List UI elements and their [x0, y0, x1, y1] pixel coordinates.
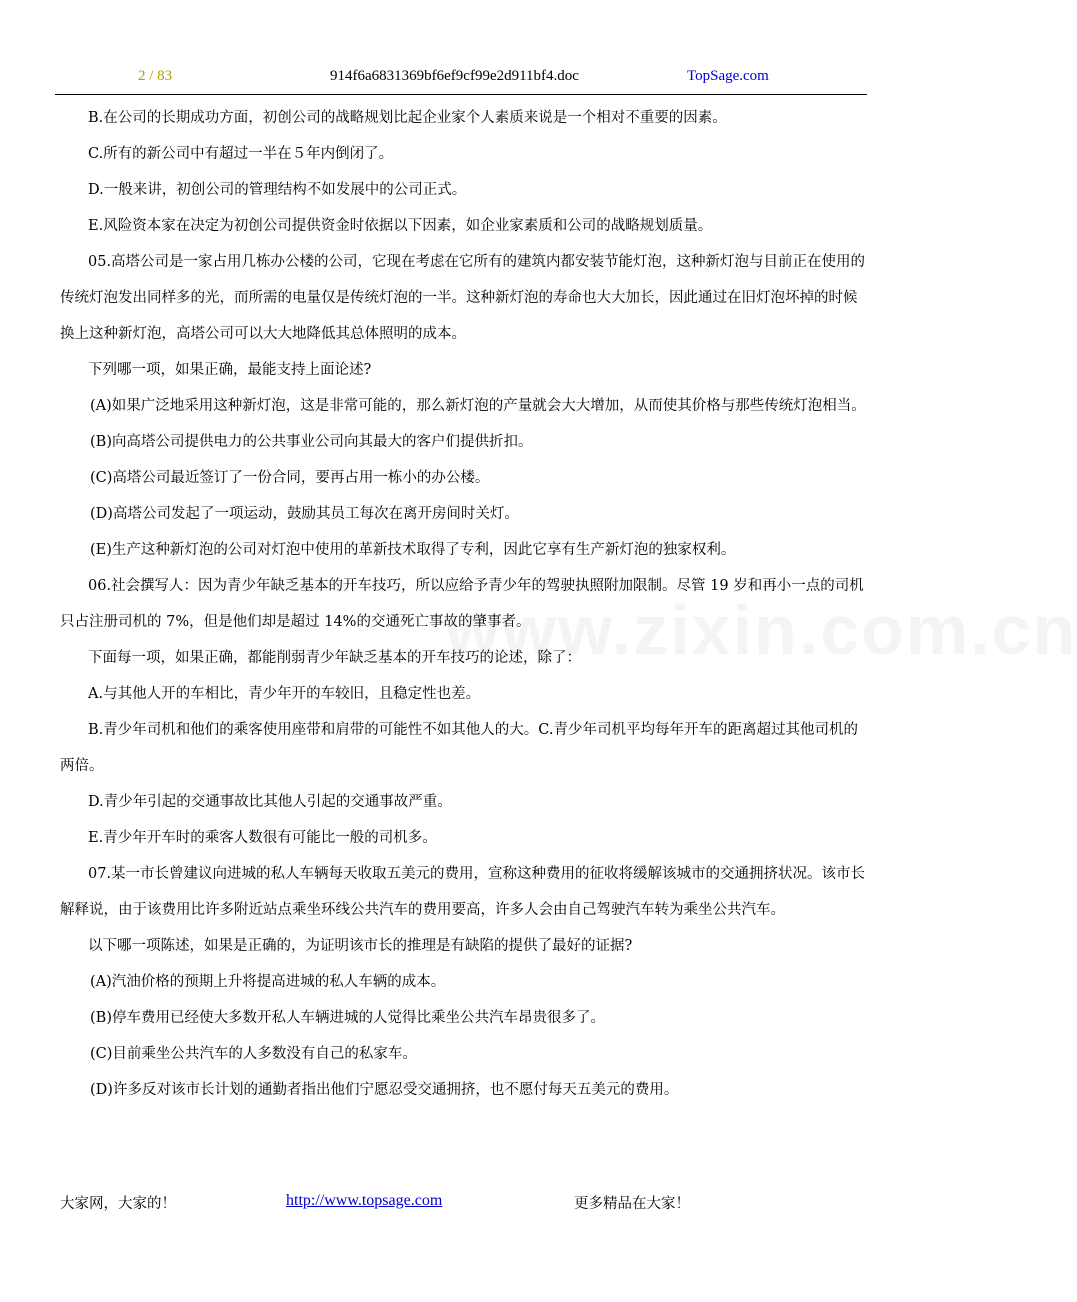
page-number: 2 / 83 — [138, 68, 173, 84]
option-d: D.青少年引起的交通事故比其他人引起的交通事故严重。 — [88, 794, 452, 810]
document-body — [60, 100, 868, 1108]
footer-slogan: 大家网，大家的！ — [60, 1196, 176, 1212]
document-filename: 914f6a6831369bf6ef9cf99e2d911bf4.doc — [330, 68, 579, 84]
question-prompt: 下面每一项，如果正确，都能削弱青少年缺乏基本的开车技巧的论述，除了： — [88, 650, 581, 666]
paragraph: C.所有的新公司中有超过一半在５年内倒闭了。 — [88, 146, 394, 162]
paragraph: D.一般来讲，初创公司的管理结构不如发展中的公司正式。 — [88, 182, 467, 198]
footer-more: 更多精品在大家！ — [574, 1196, 690, 1212]
question-06: 06.社会撰写人：因为青少年缺乏基本的开车技巧，所以应给予青少年的驾驶执照附加限制。尽管 19 岁和再小一点的司机只占注册司机的 7%，但是他们却是超过 14%的交通死亡事故的肇事者。 — [60, 578, 864, 630]
question-prompt: 下列哪一项，如果正确，最能支持上面论述? — [88, 362, 372, 378]
paragraph: B.在公司的长期成功方面，初创公司的战略规划比起企业家个人素质来说是一个相对不重要的因素。 — [88, 110, 727, 126]
page-header — [55, 62, 867, 95]
page-footer — [60, 1192, 868, 1218]
option-e: (E)生产这种新灯泡的公司对灯泡中使用的革新技术取得了专利，因此它享有生产新灯泡的独家权利。 — [90, 542, 736, 558]
question-05: 05.高塔公司是一家占用几栋办公楼的公司，它现在考虑在它所有的建筑内都安装节能灯泡，这种新灯泡与目前正在使用的传统灯泡发出同样多的光，而所需的电量仅是传统灯泡的一半。这种新灯泡的寿命也大大加长，因此通过在旧灯泡坏掉的时候换上这种新灯泡，高塔公司可以大大地降低其总体照明的成本。 — [60, 254, 866, 342]
option-e: E.青少年开车时的乘客人数很有可能比一般的司机多。 — [88, 830, 437, 846]
option-b-c: B.青少年司机和他们的乘客使用座带和肩带的可能性不如其他人的大。C.青少年司机平均每年开车的距离超过其他司机的两倍。 — [60, 722, 858, 774]
option-b: (B)停车费用已经使大多数开私人车辆进城的人觉得比乘坐公共汽车昂贵很多了。 — [90, 1010, 605, 1026]
option-a: A.与其他人开的车相比，青少年开的车较旧，且稳定性也差。 — [88, 686, 481, 702]
option-a: (A)汽油价格的预期上升将提高进城的私人车辆的成本。 — [90, 974, 446, 990]
option-c: (C)高塔公司最近签订了一份合同，要再占用一栋小的办公楼。 — [90, 470, 490, 486]
paragraph: E.风险资本家在决定为初创公司提供资金时依据以下因素，如企业家素质和公司的战略规划质量。 — [88, 218, 713, 234]
option-b: (B)向高塔公司提供电力的公共事业公司向其最大的客户们提供折扣。 — [90, 434, 533, 450]
option-d: (D)许多反对该市长计划的通勤者指出他们宁愿忍受交通拥挤，也不愿付每天五美元的费用。 — [90, 1082, 679, 1098]
option-d: (D)高塔公司发起了一项运动，鼓励其员工每次在离开房间时关灯。 — [90, 506, 519, 522]
question-prompt: 以下哪一项陈述，如果是正确的，为证明该市长的推理是有缺陷的提供了最好的证据? — [88, 938, 633, 954]
watermark: www.zixin.com.cn — [445, 591, 1077, 669]
footer-link[interactable]: http://www.topsage.com — [286, 1192, 443, 1209]
question-07: 07.某一市长曾建议向进城的私人车辆每天收取五美元的费用，宣称这种费用的征收将缓解该城市的交通拥挤状况。该市长解释说，由于该费用比许多附近站点乘坐环线公共汽车的费用要高，许多人会由自己驾驶汽车转为乘坐公共汽车。 — [60, 866, 866, 918]
option-c: (C)目前乘坐公共汽车的人多数没有自己的私家车。 — [90, 1046, 417, 1062]
option-a: (A)如果广泛地采用这种新灯泡，这是非常可能的，那么新灯泡的产量就会大大增加，从而使其价格与那些传统灯泡相当。 — [90, 398, 866, 414]
site-name[interactable]: TopSage.com — [687, 68, 769, 84]
